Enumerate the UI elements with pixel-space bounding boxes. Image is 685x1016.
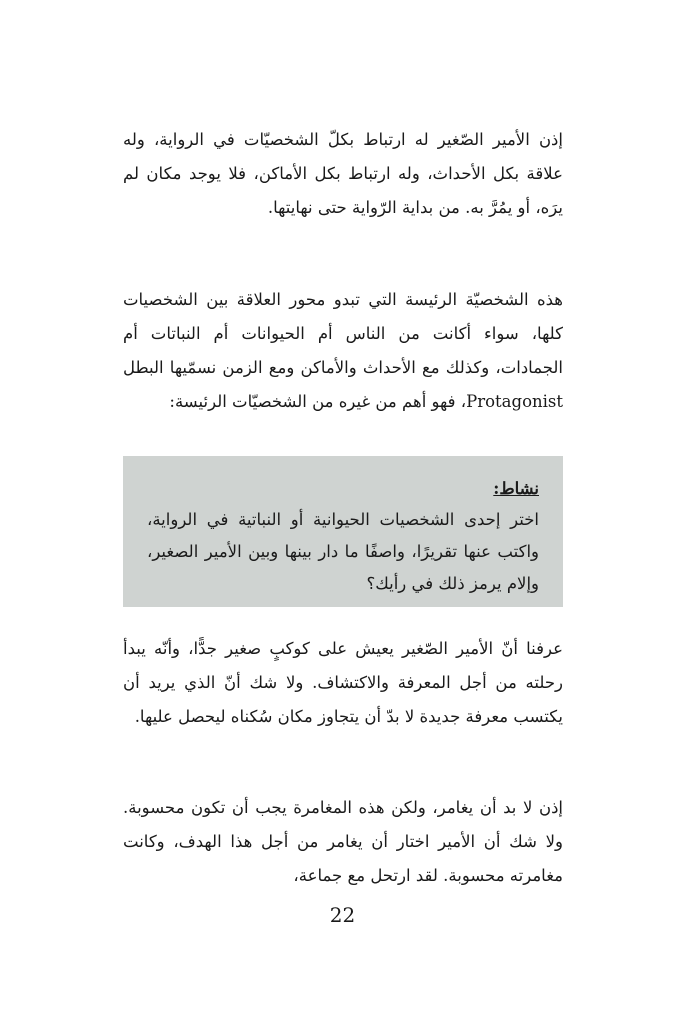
paragraph-1: إذن الأمير الصّغير له ارتباط بكلّ الشخصيّات في الرواية، وله علاقة بكل الأحداث، وله ارتباط بكل الأماكن، فلا يوجد مكان لم يرَه، أو يمُرَّ به. من بداية الرّواية حتى نهايتها. [123,130,563,217]
paragraph-4: إذن لا بد أن يغامر، ولكن هذه المغامرة يجب أن تكون محسوبة. ولا شك أن الأمير اختار أن يغامر من أجل هذا الهدف، وكانت مغامرته محسوبة. لقد ارتحل مع جماعة، [123,798,563,885]
paragraph-3: عرفنا أنّ الأمير الصّغير يعيش على كوكبٍ صغير جدًّا، وأنّه يبدأ رحلته من أجل المعرفة والاكتشاف. ولا شك أنّ الذي يريد أن يكتسب معرفة جديدة لا بدّ أن يتجاوز مكان سُكناه ليحصل عليها. [123,639,563,726]
paragraph-2: هذه الشخصيّة الرئيسة التي تبدو محور العلاقة بين الشخصيات كلها، سواء أكانت من الناس أم الحيوانات أم النباتات أم الجمادات، وكذلك مع الأحداث والأماكن ومع الزمن نسمّيها البطل Protagonist، فهو أهم من غيره من الشخصيّات الرئيسة: [123,290,563,411]
activity-text: اختر إحدى الشخصيات الحيوانية أو النباتية في الرواية، واكتب عنها تقريرًا، واصفًا ما دار بينها وبين الأمير الصغير، وإلام يرمز ذلك في رأيك؟ [147,510,539,593]
activity-box [123,456,563,607]
activity-title: نشاط: [493,479,539,498]
page-number: 22 [329,903,356,927]
